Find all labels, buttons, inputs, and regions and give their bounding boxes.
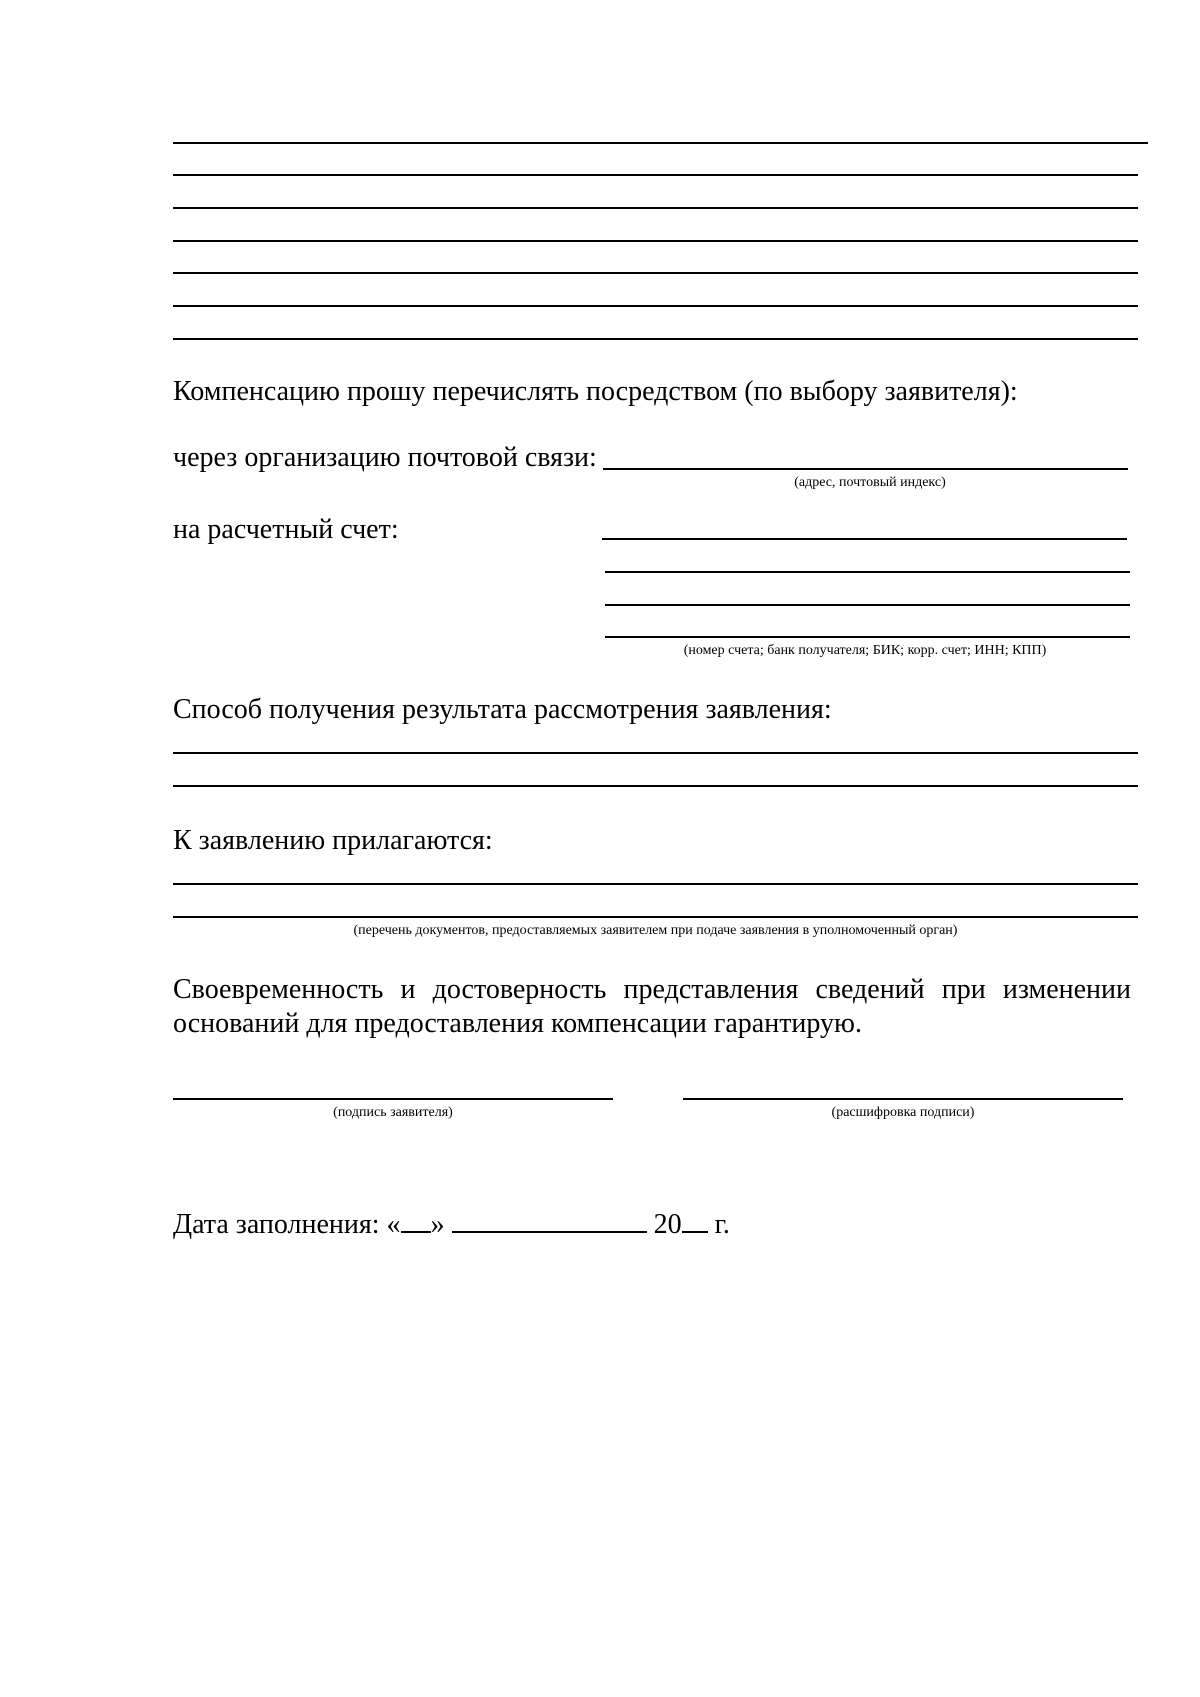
blank-line[interactable] — [173, 338, 1138, 340]
attachments-field[interactable] — [173, 883, 1138, 885]
blank-line[interactable] — [173, 272, 1138, 274]
signature-decode-caption: (расшифровка подписи) — [831, 1105, 975, 1120]
result-field[interactable] — [173, 752, 1138, 754]
account-label: на расчетный счет: — [173, 514, 399, 545]
account-caption: (номер счета; банк получателя; БИК; корр. счет; ИНН; КПП) — [683, 643, 1047, 658]
account-field[interactable] — [605, 604, 1130, 606]
guarantee-text: Своевременность и достоверность представления сведений при изменении оснований для предоставления компенсации гарантирую. — [173, 974, 1131, 1039]
account-field[interactable] — [602, 538, 1127, 540]
attachments-field[interactable] — [173, 916, 1138, 918]
payment-method-heading: Компенсацию прошу перечислять посредством (по выбору заявителя): — [173, 376, 1018, 407]
signature-caption: (подпись заявителя) — [333, 1105, 453, 1120]
postal-address-field[interactable] — [603, 468, 1128, 470]
blank-line[interactable] — [173, 207, 1138, 209]
attachments-caption: (перечень документов, предоставляемых заявителем при подаче заявления в уполномоченный орган) — [353, 923, 958, 938]
date-year-field[interactable] — [682, 1207, 708, 1233]
blank-line[interactable] — [173, 142, 1148, 144]
result-heading: Способ получения результата рассмотрения заявления: — [173, 694, 832, 725]
signature-field[interactable] — [173, 1098, 613, 1100]
date-line — [173, 1207, 730, 1241]
blank-line[interactable] — [173, 305, 1138, 307]
signature-decode-field[interactable] — [683, 1098, 1123, 1100]
attachments-heading: К заявлению прилагаются: — [173, 825, 493, 856]
date-year-prefix: 20 — [653, 1209, 682, 1240]
date-label: Дата заполнения: « — [173, 1209, 401, 1240]
account-field[interactable] — [605, 571, 1130, 573]
date-suffix: г. — [707, 1209, 730, 1240]
date-quote-close: » — [430, 1209, 445, 1240]
date-month-field[interactable] — [452, 1207, 647, 1233]
postal-caption: (адрес, почтовый индекс) — [794, 475, 946, 490]
blank-line[interactable] — [173, 240, 1138, 242]
postal-label: через организацию почтовой связи: — [173, 442, 597, 473]
date-day-field[interactable] — [401, 1207, 431, 1233]
account-field[interactable] — [605, 636, 1130, 638]
result-field[interactable] — [173, 785, 1138, 787]
blank-line[interactable] — [173, 174, 1138, 176]
